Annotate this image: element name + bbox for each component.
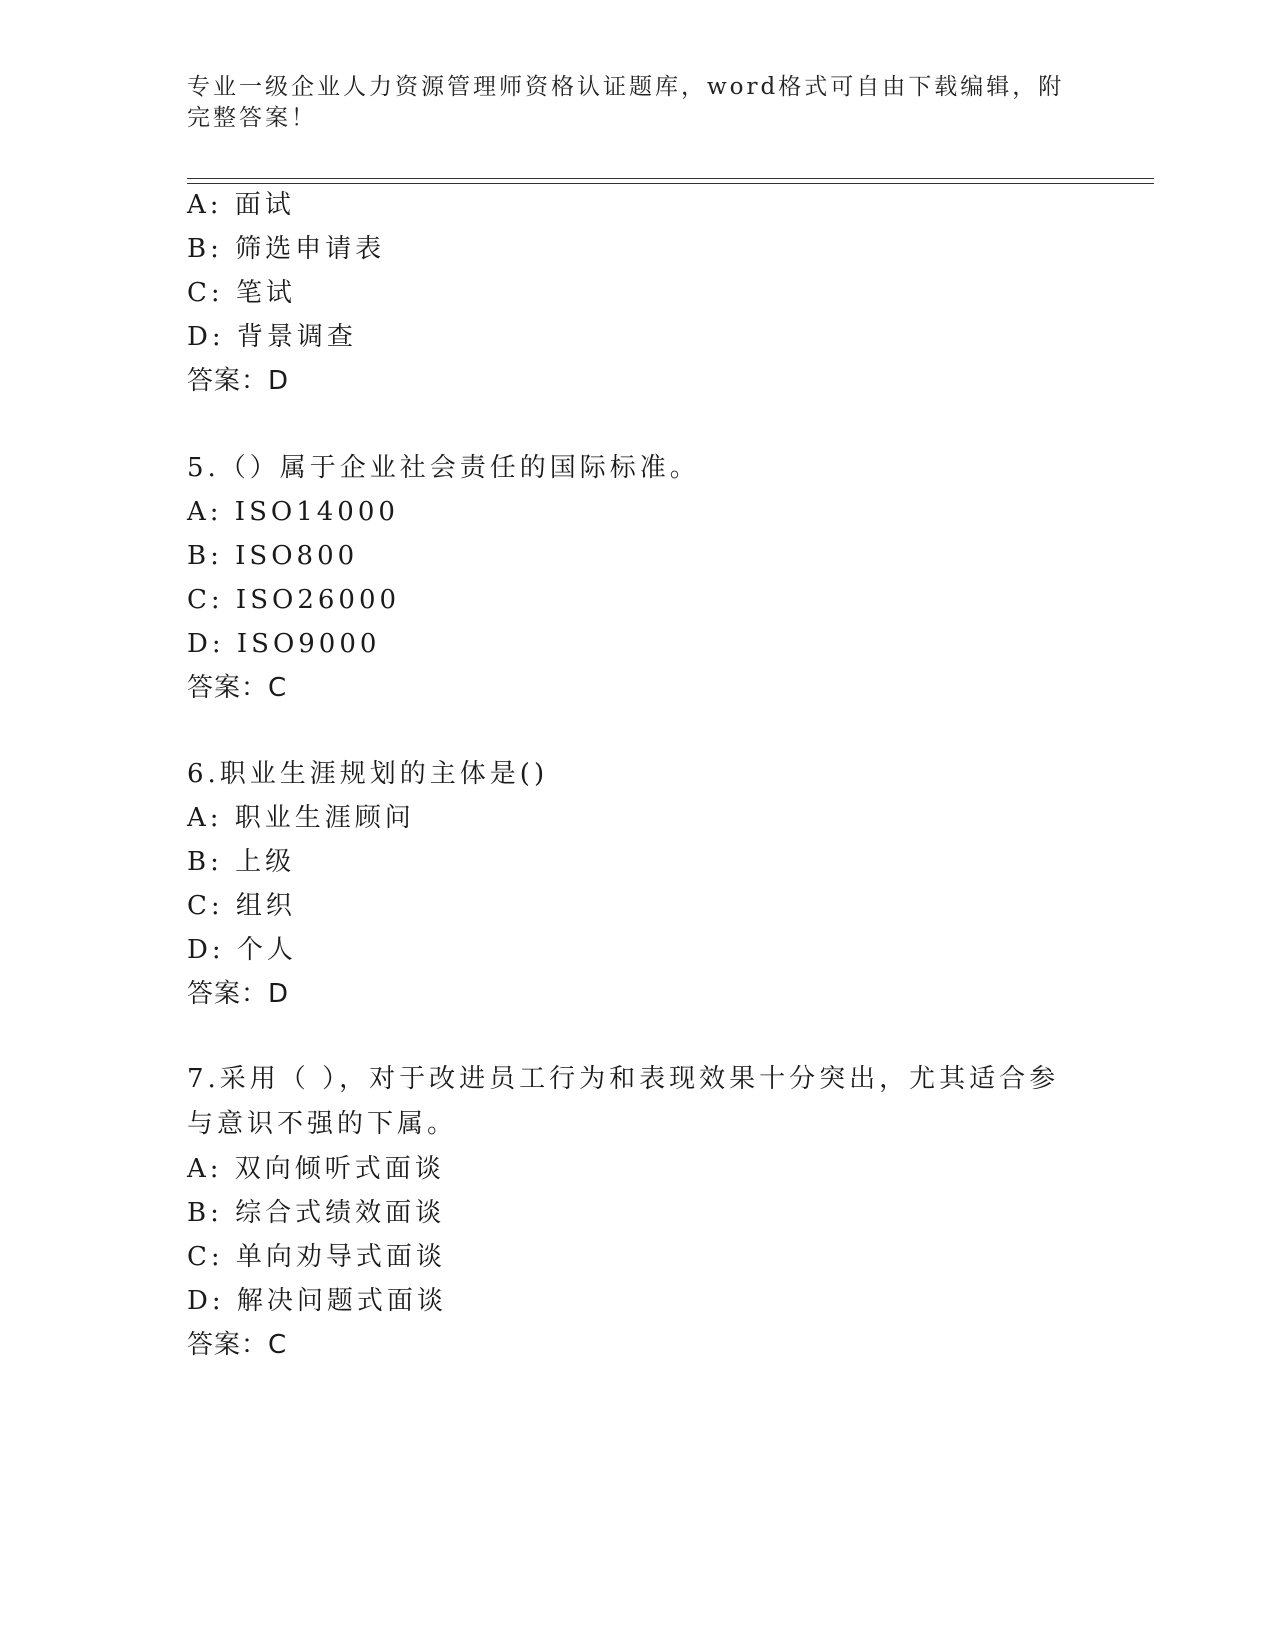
q4-option-b: B: 筛选申请表 [187,234,386,264]
q6-option-d: D: 个人 [187,935,297,965]
q5-option-c: C: ISO26000 [187,585,401,615]
q6-option-a: A: 职业生涯顾问 [187,803,415,833]
header-divider-top [187,178,1154,179]
q5-answer: 答案：C [187,673,288,703]
q5-option-b: B: ISO800 [187,541,359,571]
q5-option-d: D: ISO9000 [187,629,381,659]
q4-option-d: D: 背景调查 [187,322,357,352]
q5-option-a: A: ISO14000 [187,497,399,527]
q6-question: 6.职业生涯规划的主体是() [187,759,549,789]
q7-option-d: D: 解决问题式面谈 [187,1286,447,1316]
q6-answer: 答案：D [187,979,290,1009]
q7-option-b: B: 综合式绩效面谈 [187,1198,446,1228]
q7-answer: 答案：C [187,1330,288,1360]
q7-option-a: A: 双向倾听式面谈 [187,1154,445,1184]
header-divider-bottom [187,183,1154,184]
q4-answer: 答案：D [187,366,290,396]
q6-option-c: C: 组织 [187,891,296,921]
q5-question: 5.（）属于企业社会责任的国际标准。 [187,453,700,483]
q7-question: 7.采用（ ），对于改进员工行为和表现效果十分突出，尤其适合参与意识不强的下属。 [187,1064,1060,1139]
q4-option-c: C: 笔试 [187,278,296,308]
q4-option-a: A: 面试 [187,190,295,220]
document-header: 专业一级企业人力资源管理师资格认证题库，word格式可自由下载编辑，附完整答案！ [187,74,1065,131]
q6-option-b: B: 上级 [187,847,296,877]
q7-option-c: C: 单向劝导式面谈 [187,1242,446,1272]
